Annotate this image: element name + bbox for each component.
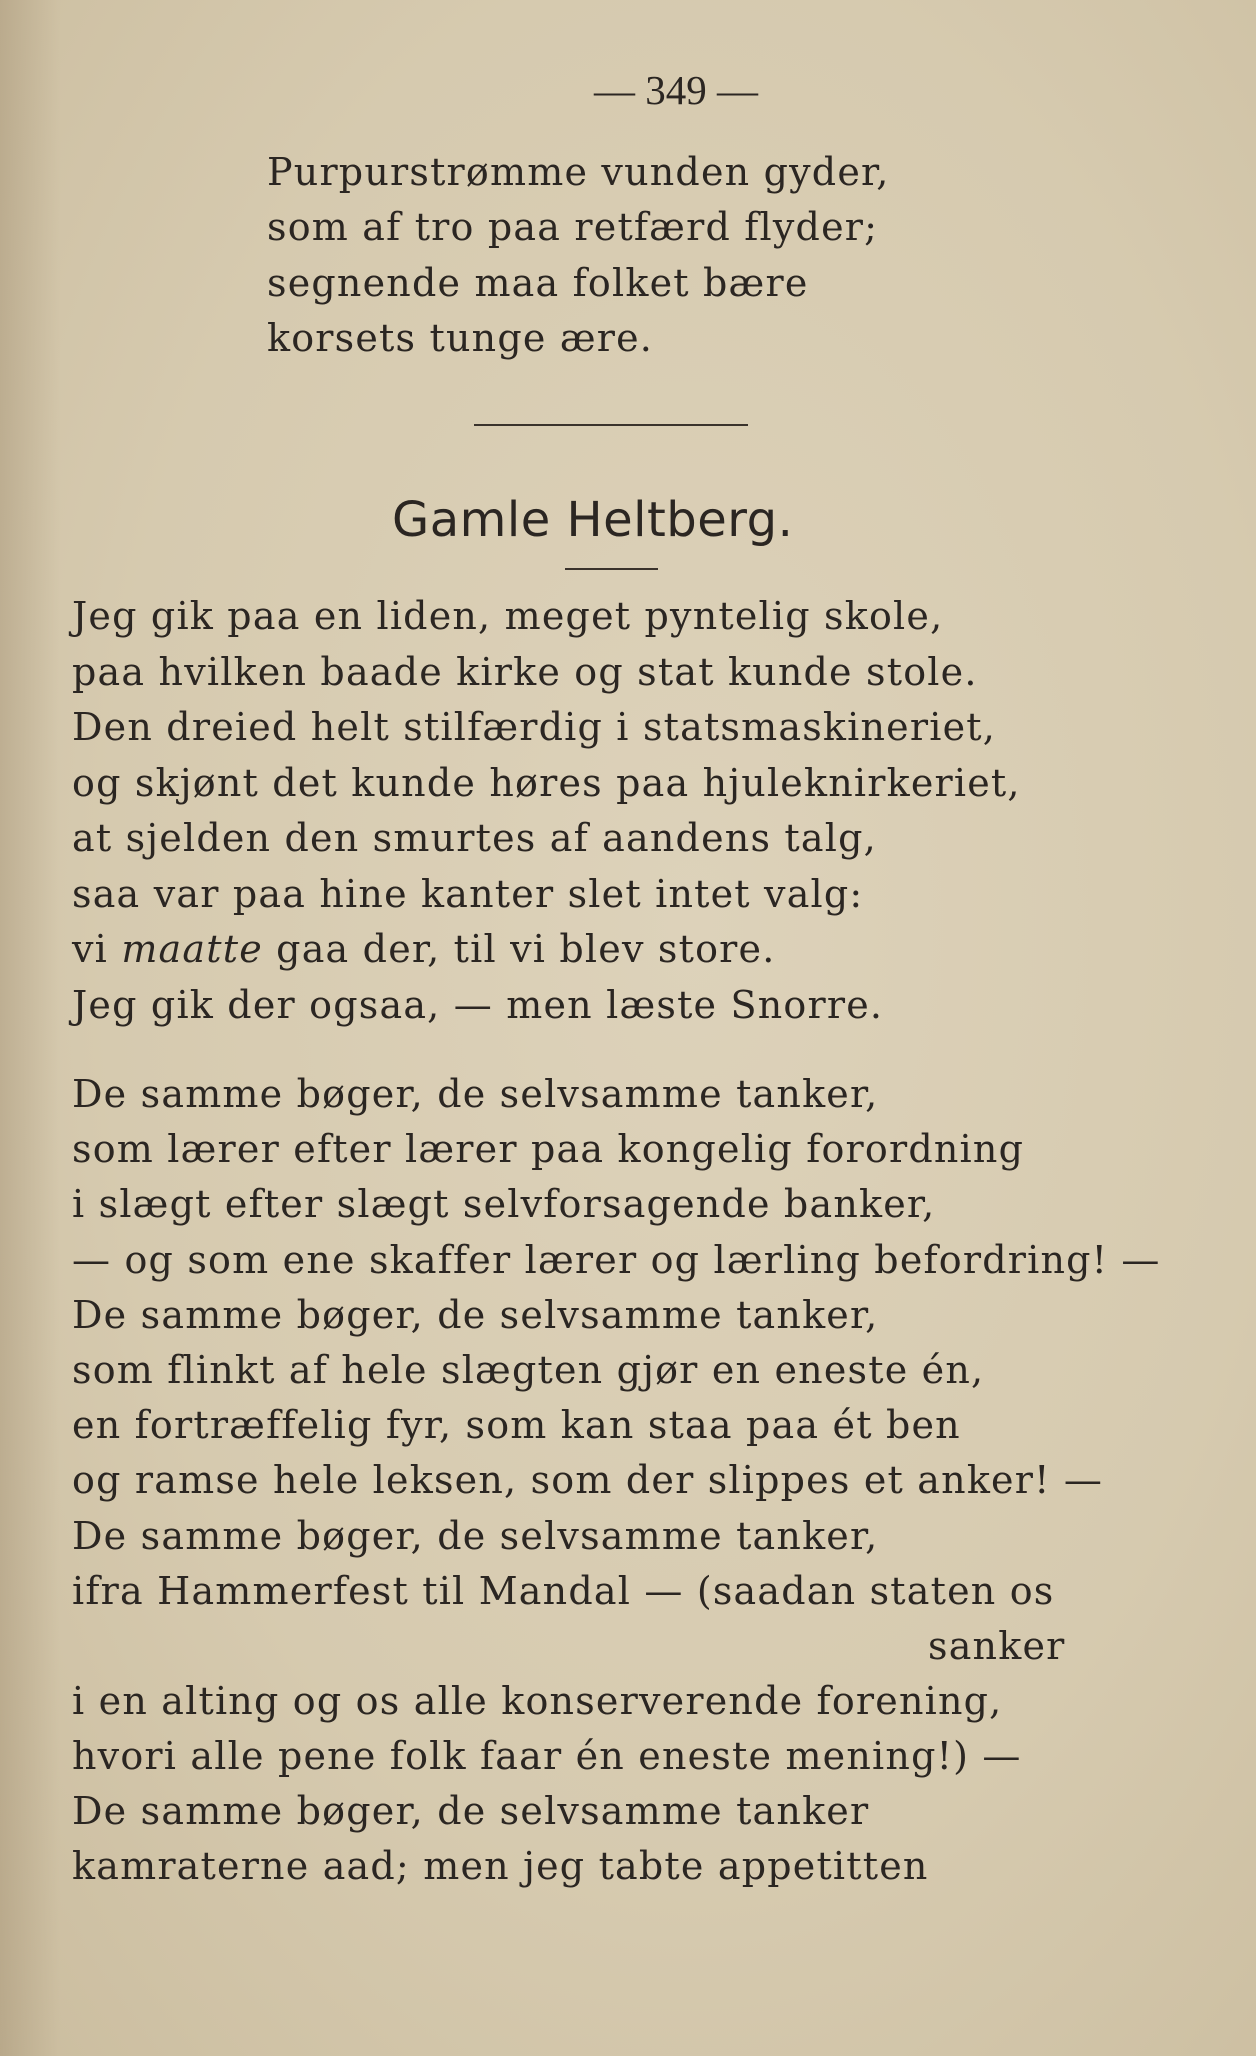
poem-line: De samme bøger, de selvsamme tanker, [72, 1072, 879, 1116]
title-underline [565, 568, 658, 570]
poem-line: som flinkt af hele slægten gjør en eneste én, [72, 1348, 985, 1392]
poem-line: som af tro paa retfærd flyder; [267, 205, 879, 249]
poem-line: De samme bøger, de selvsamme tanker [72, 1789, 870, 1833]
emphasized-word: maatte [121, 927, 263, 971]
poem-line: — og som ene skaffer lærer og lærling befordring! — [72, 1238, 1161, 1282]
poem-line: at sjelden den smurtes af aandens talg, [72, 816, 877, 860]
poem-line: Purpurstrømme vunden gyder, [267, 150, 890, 194]
poem-line: segnende maa folket bære [267, 261, 809, 305]
poem-line: som lærer efter lærer paa kongelig forordning [72, 1127, 1025, 1171]
poem-line: i en alting og os alle konserverende forening, [72, 1679, 1003, 1723]
poem-line: De samme bøger, de selvsamme tanker, [72, 1514, 879, 1558]
poem-line: paa hvilken baade kirke og stat kunde stole. [72, 650, 978, 694]
poem-line [72, 927, 776, 971]
poem-line: Den dreied helt stilfærdig i statsmaskineriet, [72, 705, 997, 749]
poem-line: Jeg gik paa en liden, meget pyntelig skole, [72, 594, 944, 638]
poem-line: Jeg gik der ogsaa, — men læste Snorre. [72, 983, 884, 1027]
page-number: — 349 — [594, 67, 758, 113]
poem-line: en fortræffelig fyr, som kan staa paa ét ben [72, 1403, 961, 1447]
poem-title: Gamle Heltberg. [392, 492, 794, 548]
poem-line: hvori alle pene folk faar én eneste mening!) — [72, 1734, 1022, 1778]
poem-line: og skjønt det kunde høres paa hjuleknirkeriet, [72, 761, 1021, 805]
line-text: gaa der, til vi blev store. [262, 927, 776, 971]
poem-line-continuation: sanker [928, 1624, 1066, 1668]
poem-line: De samme bøger, de selvsamme tanker, [72, 1293, 879, 1337]
poem-line: i slægt efter slægt selvforsagende banker, [72, 1182, 936, 1226]
poem-line: kamraterne aad; men jeg tabte appetitten [72, 1844, 929, 1888]
section-divider [474, 424, 748, 426]
poem-line: korsets tunge ære. [267, 316, 654, 360]
poem-line: ifra Hammerfest til Mandal — (saadan staten os [72, 1569, 1055, 1613]
poem-line: og ramse hele leksen, som der slippes et anker! — [72, 1458, 1104, 1502]
poem-line: saa var paa hine kanter slet intet valg: [72, 872, 864, 916]
line-text: vi [72, 927, 122, 971]
